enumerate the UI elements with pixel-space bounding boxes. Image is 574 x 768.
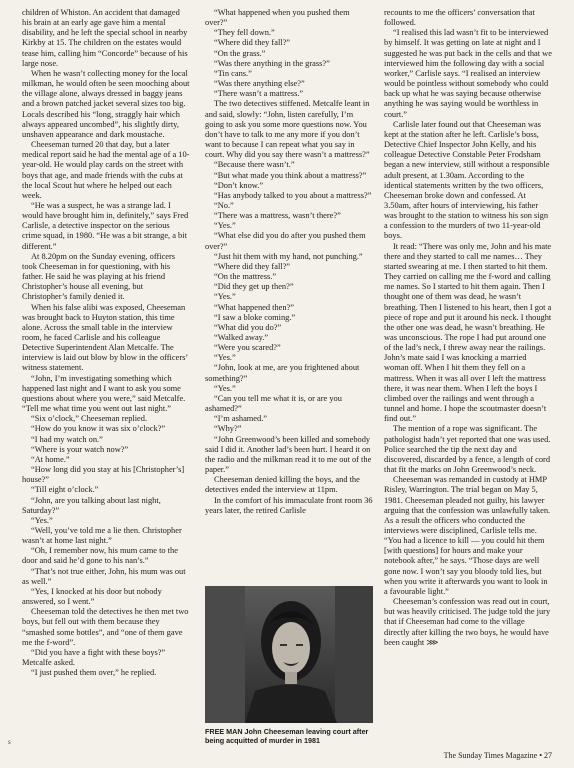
article-paragraph: “I had my watch on.”	[31, 434, 103, 444]
article-paragraph: “They fell down.”	[214, 28, 275, 38]
article-paragraph: “There wasn’t a mattress.”	[214, 89, 304, 99]
article-paragraph: At 8.20pm on the Sunday evening, officers took Cheeseman in for questioning, with his father. He said he was playing at his friend Christopher’s house all evening, but Christopher’s family denied it.	[22, 251, 176, 302]
article-paragraph: “What else did you do after you pushed them over?”	[205, 231, 366, 251]
article-paragraph: “Did you have a fight with these boys?” Metcalfe asked.	[22, 647, 166, 667]
article-paragraph: Cheeseman’s confession was read out in court, but was heavily criticised. The judge told the jury that if Cheeseman had come to the village directly after killing the two boys, he would have been caught ⋙	[384, 597, 551, 647]
article-paragraph: “Well, you’ve told me a lie then. Christopher wasn’t at home last night.”	[22, 525, 182, 546]
article-paragraph: Carlisle later found out that Cheeseman was kept at the station after he left. Carlisle’s boss, Detective Chief Inspector John Kelly, and his colleague Detective Constable Peter Frodsham began a new interview, still without a responsible adult present, at 1.30am. According to the identical statements written by the two officers, Cheeseman broke down and confessed. At 3.50am, after hours of interviewing, his father was brought to the station to witness his son sign a confession to the murders of two 11-year-old boys.	[384, 119, 550, 241]
article-paragraph: “I’m ashamed.”	[214, 414, 268, 424]
article-paragraph: “Tin cans.”	[214, 68, 252, 78]
article-paragraph: “John, look at me, are you frightened about something?”	[205, 363, 360, 383]
article-paragraph: “Oh, I remember now, his mum came to the door and said he’d gone to his nan’s.”	[22, 546, 178, 566]
article-paragraph: “How long did you stay at his [Christopher’s] house?”	[22, 465, 185, 485]
article-paragraph: It read: “There was only me, John and his mate there and they started to call me names… They started swearing at me. I then started to hit them. They carried on calling me the f-word and calling me names. So I started to hit them again. Then I thought one of them was dead, he wasn’t breathing. Then I listened to his heart, then I got a piece of rope and put it around his neck. I thought the other one was dead, he wasn’t breathing. He was unconscious. The rope I had put around one of the lad’s neck, I threw away near the railings. John’s mate said I was knocking a married woman off. When I hit them they fell on a mattress. When it was all over I left the mattress there, it was near them. When I left the boys I climbed over the railings and went through a tunnel and home. I hope the scoutmaster doesn’t find out.”	[384, 241, 552, 424]
article-paragraph: “I just pushed them over,” he replied.	[31, 668, 157, 678]
article-column-1	[22, 8, 190, 678]
article-paragraph: “Six o’clock,” Cheeseman replied.	[31, 414, 148, 424]
article-paragraph: “Yes.”	[214, 221, 236, 231]
article-paragraph: “At home.”	[31, 454, 70, 464]
article-paragraph: “What happened when you pushed them over?”	[205, 8, 350, 28]
article-column-3	[384, 8, 552, 648]
page-footer: The Sunday Times Magazine • 27	[443, 751, 552, 760]
article-paragraph: “Walked away.”	[214, 333, 269, 342]
article-paragraph: Cheeseman was remanded in custody at HMP Risley, Warrington. The trial began on May 5, 1981. Cheeseman pleaded not guilty, his lawyer arguing that the confession was unlawfully taken. As a result the officers who conducted the interviews were disciplined, Carlisle tells me. “You had a licence to kill — you could hit them [with questions] for hours and make your notebook after,” he says. “Those days are well gone now. I won’t say you bloody told lies, but when you write it afterwards you want to look in a favourable light.”	[384, 475, 551, 596]
article-paragraph: Cheeseman denied killing the boys, and the detectives ended the interview at 11pm.	[205, 475, 360, 495]
article-paragraph: “Can you tell me what it is, or are you ashamed?”	[205, 393, 342, 414]
article-paragraph: “Was there anything in the grass?”	[214, 58, 330, 68]
article-paragraph: “But what made you think about a mattress?”	[214, 170, 367, 180]
article-paragraph: “Has anybody talked to you about a mattress?”	[214, 190, 372, 200]
article-paragraph: “Don’t know.”	[214, 180, 264, 190]
article-paragraph: “Just hit them with my hand, not punching.”	[214, 251, 363, 261]
article-paragraph: “Where is your watch now?”	[31, 444, 129, 454]
article-paragraph: “That’s not true either, John, his mum was out as well.”	[22, 566, 186, 586]
article-paragraph: recounts to me the officers’ conversation that followed.	[384, 8, 535, 28]
article-paragraph: “John Greenwood’s been killed and somebody said I did it. Another lad’s been hurt. I heard it on the radio and the milkman read it to me out of the paper.”	[205, 434, 372, 475]
article-paragraph: “On the grass.”	[214, 48, 266, 58]
article-paragraph: “Yes.”	[214, 383, 236, 393]
article-paragraph: “What did you do?”	[214, 322, 282, 332]
article-paragraph: “Till eight o’clock.”	[31, 485, 99, 495]
article-paragraph: “No.”	[214, 200, 234, 210]
article-paragraph: “Were you scared?”	[214, 343, 281, 353]
photo-caption	[205, 727, 375, 745]
article-paragraph: The two detectives stiffened. Metcalfe leant in and said, slowly: “John, listen carefully, I’m going to ask you some more questions now. You don’t have to talk to me any more if you don’t want to because I can repeat what you say in court. Why did you say there wasn’t a mattress?”	[205, 99, 370, 160]
article-paragraph: “Yes, I knocked at his door but nobody answered, so I went.”	[22, 586, 162, 607]
article-paragraph: “John, I’m investigating something which happened last night and I want to ask you some questions about where you were,” said Metcalfe. “Tell me what time you went out last night.”	[22, 373, 186, 414]
margin-mark: s	[8, 738, 11, 746]
article-paragraph: “He was a suspect, he was a strange lad. I would have brought him in, definitely,” says Fred Carlisle, a detective inspector on the serious crime squad, in 1980. “He was a bit strange, a bit different.”	[22, 200, 189, 251]
article-paragraph: “Why?”	[214, 424, 242, 434]
article-paragraph: “There was a mattress, wasn’t there?”	[214, 211, 341, 221]
article-paragraph: “What happened then?”	[214, 302, 294, 312]
article-paragraph: children of Whiston. An accident that damaged his brain at an early age gave him a mental disability, and he left the special school in nearby Kirkby at 15. The children on the estates would tease him, calling him “Concorde” because of his large nose.	[22, 8, 188, 68]
photo-john-cheeseman	[205, 586, 373, 723]
article-paragraph: “Yes.”	[214, 292, 236, 302]
article-paragraph: When he wasn’t collecting money for the local milkman, he would often be seen mooching about the village alone, always dressed in baggy jeans and a brown patched jacket several sizes too big. Locals described his “long, straggly hair which always appeared uncombed”, his slightly dirty, unshaven appearance and dark moustache.	[22, 68, 190, 139]
article-paragraph: “Yes.”	[214, 353, 236, 363]
article-paragraph: “Was there anything else?”	[214, 79, 305, 89]
article-column-2	[205, 8, 373, 516]
article-paragraph: “John, are you talking about last night, Saturday?”	[22, 495, 161, 515]
article-paragraph: Cheeseman told the detectives he then met two boys, but fell out with them because they “smashed some bottles”, and “one of them gave me the f-word”.	[22, 607, 189, 647]
caption-head: FREE MAN John Cheeseman leaving court	[205, 727, 351, 736]
article-paragraph: When his false alibi was exposed, Cheeseman was brought back to Huyton station, this time alone. Across the small table in the interview room, he faced Carlisle and his colleague Detective Superintendent Alan Metcalfe. The interview is laid out blow by blow in the officers’ witness statement.	[22, 302, 188, 373]
article-paragraph: “I realised this lad wasn’t fit to be interviewed by himself. It was getting on late at night and I suggested he was put back in the cells and that we interviewed him the following day with a social worker,” Carlisle says. “I realised an interview would be pointless without somebody who could back up what he was saying because otherwise anything he was saying would be worthless in court.”	[384, 28, 552, 119]
article-paragraph: “How do you know it was six o’clock?”	[31, 424, 166, 434]
article-paragraph: “Yes.”	[31, 515, 53, 525]
article-paragraph: “Where did they fall?”	[214, 38, 291, 48]
caption-tail: after being acquitted of murder in 1981	[205, 727, 369, 746]
article-paragraph: “Did they get up then?”	[214, 282, 294, 292]
article-paragraph: “Because there wasn’t.”	[214, 160, 295, 170]
article-paragraph: The mention of a rope was significant. The pathologist hadn’t yet reported that one was used. Police searched the tip the next day and discovered, discarded by a fence, a length of cord that fit the marks on John Greenwood’s neck.	[384, 424, 551, 475]
article-paragraph: Cheeseman turned 20 that day, but a later medical report said he had the mental age of a 10-year-old. He would play cards on the street with boys that age, and made friends with the cubs at the local Scout hut where he helped out each week.	[22, 140, 190, 200]
article-paragraph: “I saw a bloke coming.”	[214, 312, 296, 322]
article-paragraph: “Where did they fall?”	[214, 261, 291, 271]
article-paragraph: In the comfort of his immaculate front room 36 years later, the retired Carlisle	[205, 495, 373, 515]
article-paragraph: “On the mattress.”	[214, 272, 277, 282]
